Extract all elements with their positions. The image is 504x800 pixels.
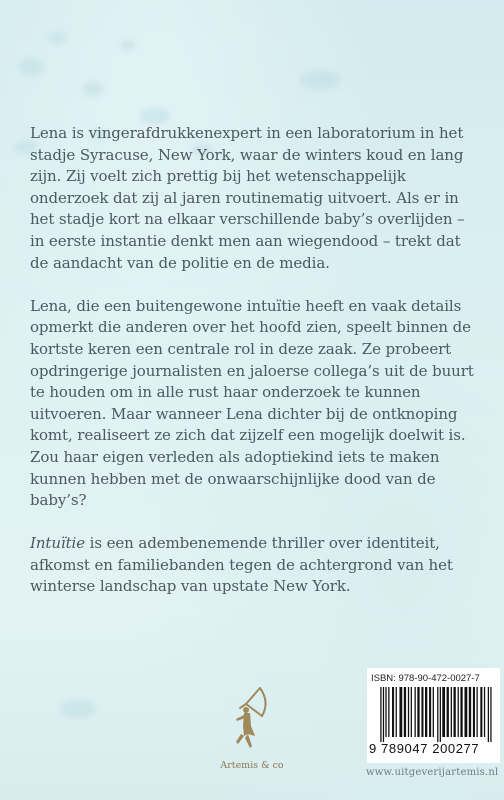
barcode-bar [437,687,438,742]
snow-spot [18,58,44,76]
barcode-bar [490,687,491,742]
barcode-bar [464,687,467,737]
barcode-bar [433,687,434,737]
barcode-bar [408,687,409,737]
snow-spot [300,70,340,90]
barcode-bar [453,687,455,737]
barcode-bar [480,687,482,737]
snow-spot [48,32,66,44]
barcode-bar [447,687,449,737]
snow-spot [120,40,136,50]
barcode-bar [417,687,419,737]
barcode-bar [484,687,485,737]
barcode-bar [383,687,384,742]
blurb-paragraph-3 [30,533,480,598]
barcode-bar [399,687,402,737]
barcode-bar [385,687,386,737]
isbn-barcode-block [367,668,500,763]
barcode-bar [404,687,406,737]
publisher-url: www.uitgeverijartemis.nl [366,767,499,778]
barcode [379,687,494,742]
blurb-text [30,123,480,620]
barcode-bar [425,687,427,737]
blurb-paragraph-3-text: is een adembenemende thriller over identiteit, afkomst en familiebanden tegen de achtergrond van het winterse landschap van upstate New York. [30,534,453,596]
book-title: Intuïtie [30,534,85,553]
barcode-bar [451,687,452,737]
barcode-bar [392,687,394,737]
barcode-bar [411,687,412,737]
barcode-bar [458,687,459,737]
barcode-digits: 9 789047 200277 [369,741,480,756]
snow-spot [60,700,96,718]
barcode-bar [440,687,441,742]
snow-spot [82,82,104,96]
barcode-bar [388,687,389,737]
archer-figure-icon [226,684,274,752]
barcode-bar [473,687,475,737]
barcode-bar [429,687,431,737]
barcode-bar [396,687,397,737]
barcode-bar [380,687,381,742]
publisher-name: Artemis & co [220,760,284,771]
barcode-bar [421,687,423,737]
barcode-bar [415,687,416,737]
blurb-paragraph-1: Lena is vingerafdrukkenexpert in een laboratorium in het stadje Syracuse, New York, waar de winters koud en lang zijn. Zij voelt zich prettig bij het wetenschappelijk onderzoek dat zij al jaren routinematig uitvoert. Als er in het stadje kort na elkaar verschillende baby’s overlijden – in eerste instantie denkt men aan wiegendood – trekt dat de aandacht van de politie en de media. [30,124,465,272]
barcode-bar [469,687,471,737]
barcode-bar [460,687,462,737]
blurb-paragraph-2: Lena, die een buitengewone intuïtie heeft en vaak details opmerkt die anderen over het hoofd zien, speelt binnen de kortste keren een centrale rol in deze zaak. Ze probeert opdringerige journalisten en jaloerse collega’s uit de buurt te houden om in alle rust haar onderzoek te kunnen uitvoeren. Maar wanneer Lena dichter bij de ontknoping komt, realiseert ze zich dat zijzelf een mogelijk doelwit is. Zou haar eigen verleden als adoptiekind iets te maken kunnen hebben met de onwaarschijnlijke dood van de baby’s? [30,296,474,510]
snow-spot [140,108,170,124]
isbn-label: ISBN: 978-90-472-0027-7 [371,673,480,684]
barcode-bar [488,687,489,742]
barcode-bar [476,687,477,737]
barcode-bar [442,687,445,737]
